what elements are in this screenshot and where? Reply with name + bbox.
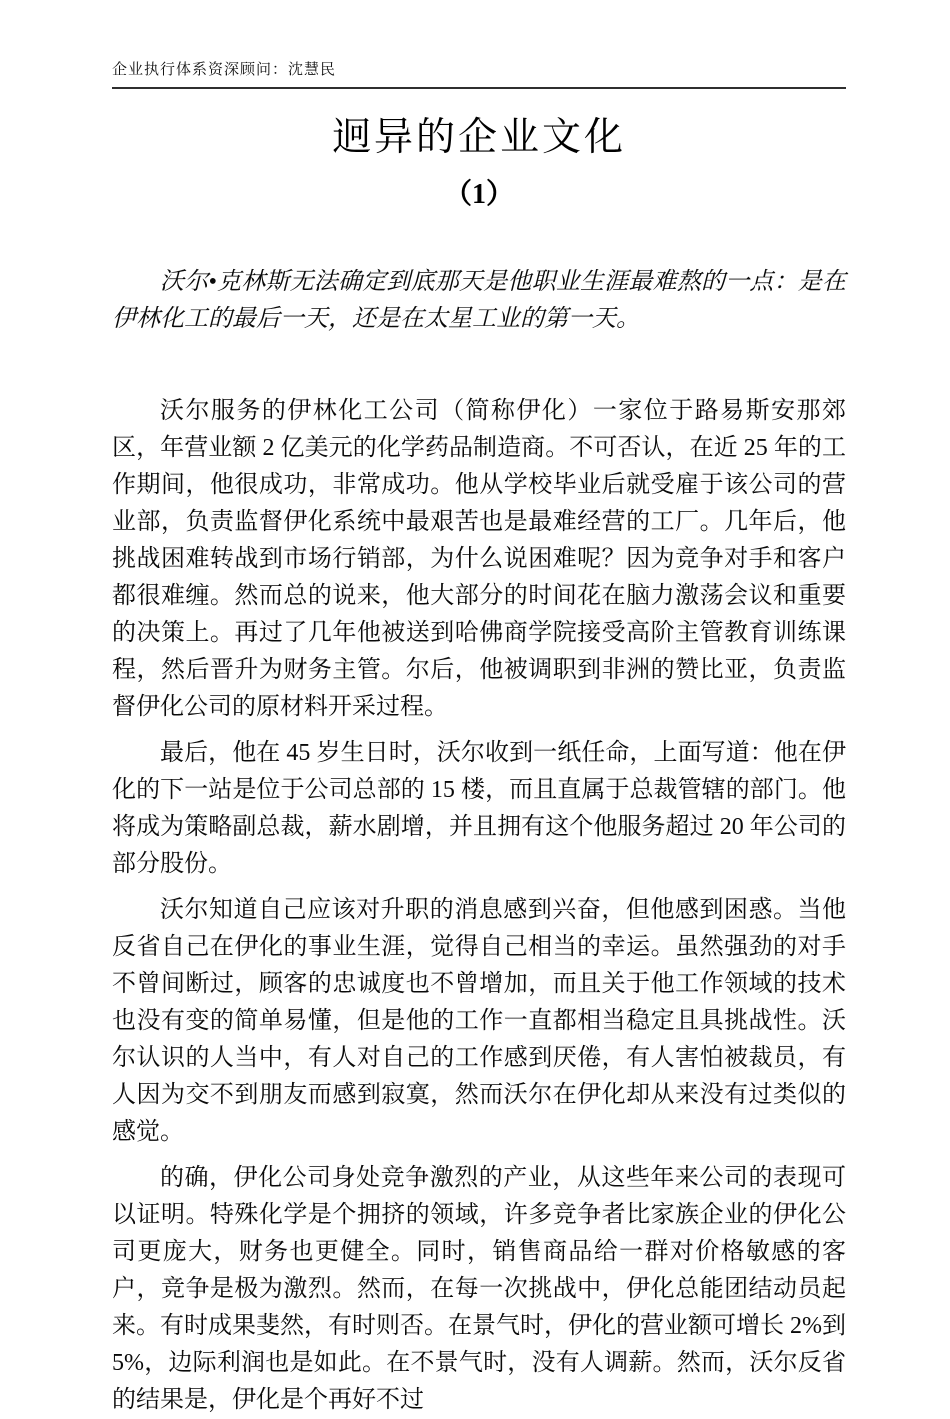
part-number: （1） [443,179,514,210]
body-paragraph-4: 的确，伊化公司身处竞争激烈的产业，从这些年来公司的表现可以证明。特殊化学是个拥挤的领域，许多竞争者比家族企业的伊化公司更庞大，财务也更健全。同时，销售商品给一群对价格敏感的客户，竞争是极为激烈。然而，在每一次挑战中，伊化总能团结动员起来。有时成果斐然，有时则否。在景气时，伊化的营业额可增长 2%到 5%，边际利润也是如此。在不景气时，没有人调薪。然而，沃尔反省的结果是，伊化是个再好不过 [112,1165,846,1413]
page-title: 迥异的企业文化 [331,116,626,159]
header-consultant-line: 企业执行体系资深顾问：沈慧民 [112,62,337,78]
body-paragraph-3: 沃尔知道自己应该对升职的消息感到兴奋，但他感到困惑。当他反省自己在伊化的事业生涯，觉得自己相当的幸运。虽然强劲的对手不曾间断过，顾客的忠诚度也不曾增加，而且关于他工作领域的技术也没有变的简单易懂，但是他的工作一直都相当稳定且具挑战性。沃尔认识的人当中，有人对自己的工作感到厌倦，有人害怕被裁员，有人因为交不到朋友而感到寂寞，然而沃尔在伊化却从来没有过类似的感觉。 [112,897,846,1145]
intro-paragraph: 沃尔•克林斯无法确定到底那天是他职业生涯最难熬的一点：是在伊林化工的最后一天，还是在太星工业的第一天。 [112,269,846,332]
body-paragraph-2: 最后，他在 45 岁生日时，沃尔收到一纸任命，上面写道：他在伊化的下一站是位于公司总部的 15 楼，而且直属于总裁管辖的部门。他将成为策略副总裁，薪水剧增，并且拥有这个他服务超过 20 年公司的部分股份。 [112,740,846,877]
page-header [112,60,846,89]
document-body [112,393,846,1419]
body-paragraph-1: 沃尔服务的伊林化工公司（简称伊化）一家位于路易斯安那郊区，年营业额 2 亿美元的化学药品制造商。不可否认，在近 25 年的工作期间，他很成功，非常成功。他从学校毕业后就受雇于该公司的营业部，负责监督伊化系统中最艰苦也是最难经营的工厂。几年后，他挑战困难转战到市场行销部，为什么说困难呢？因为竞争对手和客户都很难缠。然而总的说来，他大部分的时间花在脑力激荡会议和重要的决策上。再过了几年他被送到哈佛商学院接受高阶主管教育训练课程，然后晋升为财务主管。尔后，他被调职到非洲的赞比亚，负责监督伊化公司的原材料开采过程。 [112,398,846,720]
